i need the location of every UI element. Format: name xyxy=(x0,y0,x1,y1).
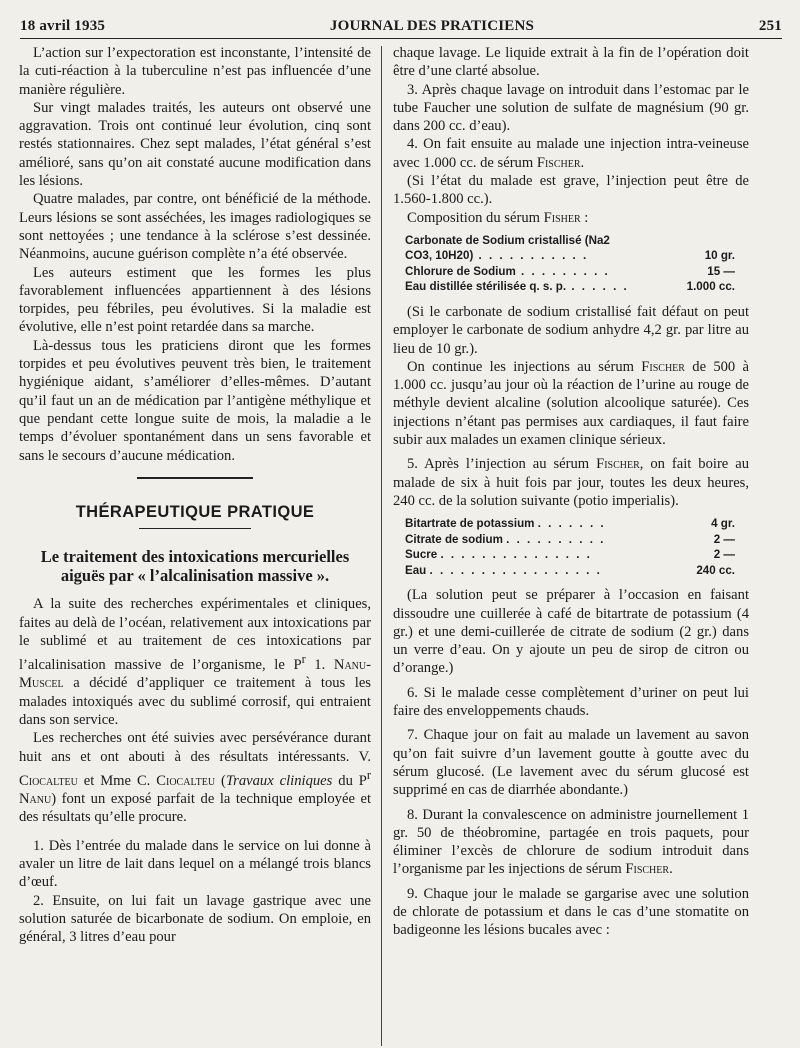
step-1: 1. Dès l’entrée du malade dans le service on lui donne à avaler un litre de lait dans lequel on a mélangé trois blancs d’œuf. xyxy=(19,837,371,891)
recipe-row: Citrate de sodium . . . . . . . . . . 2 — xyxy=(405,532,735,546)
step-7: 7. Chaque jour on fait au malade un lavement au savon qu’on fait suivre d’un lavement goutte à goutte avec du sérum glucosé. (Le lavement avec du sérum glucosé est supprimé en cas de diarrhée abondante.) xyxy=(393,727,749,799)
publication-title: Travaux cliniques xyxy=(225,772,333,789)
paragraph: Sur vingt malades traités, les auteurs ont observé une aggravation. Trois ont continué leur évolution, cinq sont restés stationnaires. Chez sept malades, l’état général s’est amélioré, sans qu’on ait constaté aucune modification dans les lésions. xyxy=(19,99,371,190)
recipe-row: Bitartrate de potassium . . . . . . . 4 gr. xyxy=(405,517,735,531)
paragraph: L’action sur l’expectoration est inconstante, l’intensité de la cuti-réaction à la tuberculine n’est pas influencée d’une manière régulière. xyxy=(19,45,371,98)
right-column xyxy=(393,44,749,940)
paragraph-solution: (La solution peut se préparer à l’occasion en faisant dissoudre une cuillerée à café de bitartrate de potassium (4 gr.) et une demi-cuillerée de citrate de sodium (2 gr.) dans un verre d’eau. On y ajoute un peu de sirop de citron ou d’orange.) xyxy=(393,587,749,677)
step-6: 6. Si le malade cesse complètement d’uriner on peut lui faire des enveloppements chauds. xyxy=(393,684,749,720)
header-journal-title: JOURNAL DES PRATICIENS xyxy=(329,17,535,34)
section-title-rule xyxy=(139,528,251,530)
step-4-note: (Si l’état du malade est grave, l’injection peut être de 1.560-1.800 cc.). xyxy=(393,173,749,208)
author-name: Ciocalteu xyxy=(156,772,216,789)
step-5: 5. Après l’injection au sérum Fischer, on fait boire au malade de six à huit fois par jour, toutes les deux heures, 240 cc. de la solution suivante (potio imperialis). xyxy=(393,456,749,509)
paragraph-carbonate: (Si le carbonate de sodium cristallisé fait défaut on peut employer le carbonate de sodium anhydre 4,2 gr. par litre au lieu de 10 gr.). xyxy=(393,303,749,357)
recipe-row: Eau distillée stérilisée q. s. p. . . . . . . 1.000 cc. xyxy=(405,280,735,294)
paragraph: Là-dessus tous les praticiens diront que les formes torpides et peu évolutives peuvent très bien, le traitement hygiénique aidant, s’améliorer d’elles-mêmes. D’autant qu’il faut un an de médication par l’antigène méthylique et que pendant cette longue suite de mois, la maladie a le temps d’évoluer spontanément dans un sens favorable et sans le secours d’aucune médication. xyxy=(19,337,371,464)
paragraph-intro: A la suite des recherches expérimentales et cliniques, faites au delà de l’océan, relativement aux intoxications par le sublimé et au traitement de ces intoxications par l’alcalinisation massive de l’organisme, le $P^r$ 1. Nanu-Muscel a décidé d’appliquer ce traitement à tous les malades intoxiqués avec du sublimé corrosif, qui entraient dans son service. xyxy=(19,596,371,728)
author-name: Ciocalteu xyxy=(19,772,78,789)
paragraph: Quatre malades, par contre, ont bénéficié de la méthode. Leurs lésions se sont asséchées, les images radiologiques se sont nettoyées ; une tendance à la sclérose s’est dessinée. Néanmoins, aucune guérison complète n’a été observée. xyxy=(19,191,371,263)
paragraph-research: Les recherches ont été suivies avec persévérance durant huit ans et ont abouti à des résultats intéressants. V. Ciocalteu et Mme C. Ciocalteu (Travaux cliniques du $P^r$ Nanu) font un exposé parfait de la technique employée et des résultats qu’elle procure. xyxy=(19,730,371,826)
paragraph: Les auteurs estiment que les formes les plus favorablement influencées appartiennent à des lésions torpides, peu fébriles, peu évolutives. Si la maladie est évolutive, elle n’est point retardée dans sa marche. xyxy=(19,264,371,336)
recipe-row: CO3, 10H20) . . . . . . . . . . . 10 gr. xyxy=(405,249,735,263)
section-title: THÉRAPEUTIQUE PRATIQUE xyxy=(75,502,315,521)
paragraph-continue-injections: On continue les injections au sérum Fischer de 500 à 1.000 cc. jusqu’au jour où la réaction de l’urine au rouge de méthyle devient alcaline (solution alcoolique saturée). Ces injections n’étant pas permises aux cardiaques, il faut faire subir aux malades un examen clinique sérieux. xyxy=(393,358,750,449)
header-page-number: 251 xyxy=(758,17,782,34)
column-divider xyxy=(381,46,382,1046)
recipe-fischer-serum xyxy=(405,233,735,295)
recipe-row: Carbonate de Sodium cristallisé (Na2 xyxy=(405,233,610,247)
recipe-row: Sucre . . . . . . . . . . . . . . . 2 — xyxy=(405,548,735,562)
article-end-rule xyxy=(137,477,253,479)
step-9: 9. Chaque jour le malade se gargarise avec une solution de chlorate de potassium et dans le cas d’une stomatite on badigeonne les lésions bucales avec : xyxy=(393,885,749,939)
step-4: 4. On fait ensuite au malade une injection intra-veineuse avec 1.000 cc. de sérum Fischer. xyxy=(393,136,749,171)
header-date: 18 avril 1935 xyxy=(20,17,106,34)
left-column xyxy=(19,44,371,946)
recipe-row: Eau . . . . . . . . . . . . . . . . . 240 cc. xyxy=(405,563,735,577)
page-header xyxy=(20,14,782,39)
recipe-row: Chlorure de Sodium . . . . . . . . . 15 — xyxy=(405,264,735,278)
composition-heading: Composition du sérum Fisher : xyxy=(407,209,589,226)
step-8: 8. Durant la convalescence on administre journellement 1 gr. 50 de théobromine, partagée en trois paquets, pour éliminer l’excès de chlorure de sodium introduit dans l’organisme par les injections de sérum Fischer. xyxy=(393,806,749,878)
article-title: Le traitement des intoxications mercurielles aiguës par « l’alcalinisation massive ». xyxy=(40,547,350,586)
step-3: 3. Après chaque lavage on introduit dans l’estomac par le tube Faucher une solution de sulfate de magnésium (90 gr. dans 200 cc. d’eau). xyxy=(393,81,749,135)
paragraph-continued: chaque lavage. Le liquide extrait à la fin de l’opération doit être d’une clarté absolue. xyxy=(393,45,749,80)
author-name: Nanu-Muscel xyxy=(19,657,371,692)
recipe-potio-imperialis xyxy=(405,516,735,578)
step-2: 2. Ensuite, on lui fait un lavage gastrique avec une solution saturée de bicarbonate de sodium. On emploie, en général, 3 litres d’eau pour xyxy=(19,892,371,946)
author-name: Nanu xyxy=(19,791,52,808)
